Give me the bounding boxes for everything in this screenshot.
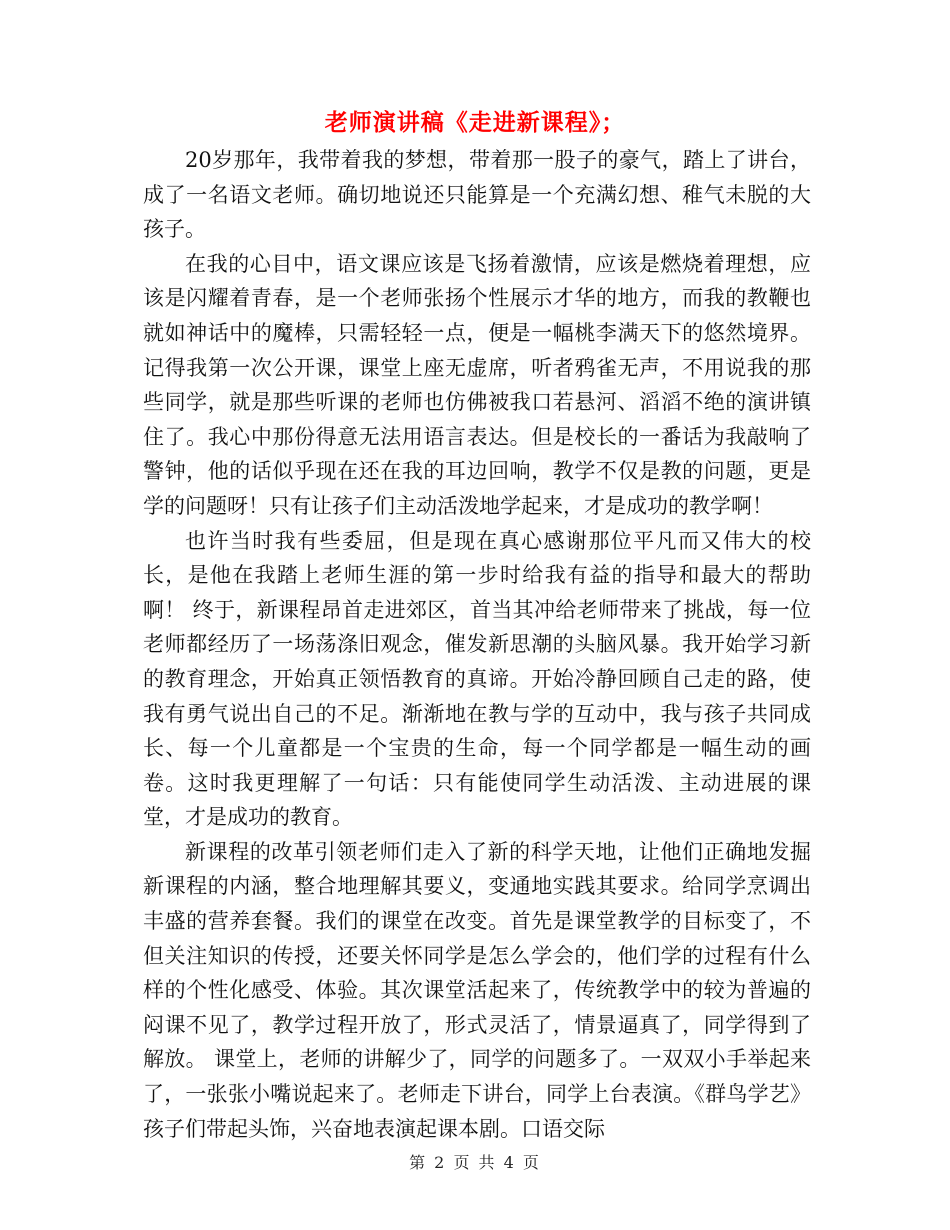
paragraph-4: 新课程的改革引领老师们走入了新的科学天地，让他们正确地发掘新课程的内涵，整合地理解其要义，变通地实践其要求。给同学烹调出丰盛的营养套餐。我们的课堂在改变。首先是课堂教学的目标变了，不但关注知识的传授，还要关怀同学是怎么学会的，他们学的过程有什么样的个性化感受、体验。其次课堂活起来了，传统教学中的较为普遍的闷课不见了，教学过程开放了，形式灵活了，情景逼真了，同学得到了解放。 课堂上，老师的讲解少了，同学的问题多了。一双双小手举起来了，一张张小嘴说起来了。老师走下讲台，同学上台表演。《群鸟学艺》孩子们带起头饰，兴奋地表演起课本剧。口语交际 (143, 839, 811, 1141)
paragraph-1: 20岁那年，我带着我的梦想，带着那一股子的豪气，踏上了讲台，成了一名语文老师。确切地说还只能算是一个充满幻想、稚气未脱的大孩子。 (143, 148, 811, 242)
document-body (143, 143, 811, 1146)
paragraph-3: 也许当时我有些委屈，但是现在真心感谢那位平凡而又伟大的校长，是他在我踏上老师生涯的第一步时给我有益的指导和最大的帮助啊！ 终于，新课程昂首走进郊区，首当其冲给老师带来了挑战，每一位老师都经历了一场荡涤旧观念，催发新思潮的头脑风暴。我开始学习新的教育理念，开始真正领悟教育的真谛。开始冷静回顾自己走的路，使我有勇气说出自己的不足。渐渐地在教与学的互动中，我与孩子共同成长、每一个儿童都是一个宝贵的生命，每一个同学都是一幅生动的画卷。这时我更理解了一句话：只有能使同学生动活泼、主动进展的课堂，才是成功的教育。 (143, 528, 811, 830)
document-title: 老师演讲稿《走进新课程》； (324, 110, 626, 136)
paragraph-2: 在我的心目中，语文课应该是飞扬着激情，应该是燃烧着理想，应该是闪耀着青春，是一个老师张扬个性展示才华的地方，而我的教鞭也就如神话中的魔棒，只需轻轻一点，便是一幅桃李满天下的悠然境界。 记得我第一次公开课，课堂上座无虚席，听者鸦雀无声，不用说我的那些同学，就是那些听课的老师也仿佛被我口若悬河、滔滔不绝的演讲镇住了。我心中那份得意无法用语言表达。但是校长的一番话为我敲响了警钟，他的话似乎现在还在我的耳边回响，教学不仅是教的问题，更是学的问题呀！只有让孩子们主动活泼地学起来，才是成功的教学啊！ (143, 251, 811, 518)
page-number-footer: 第 2 页 共 4 页 (409, 1153, 541, 1172)
